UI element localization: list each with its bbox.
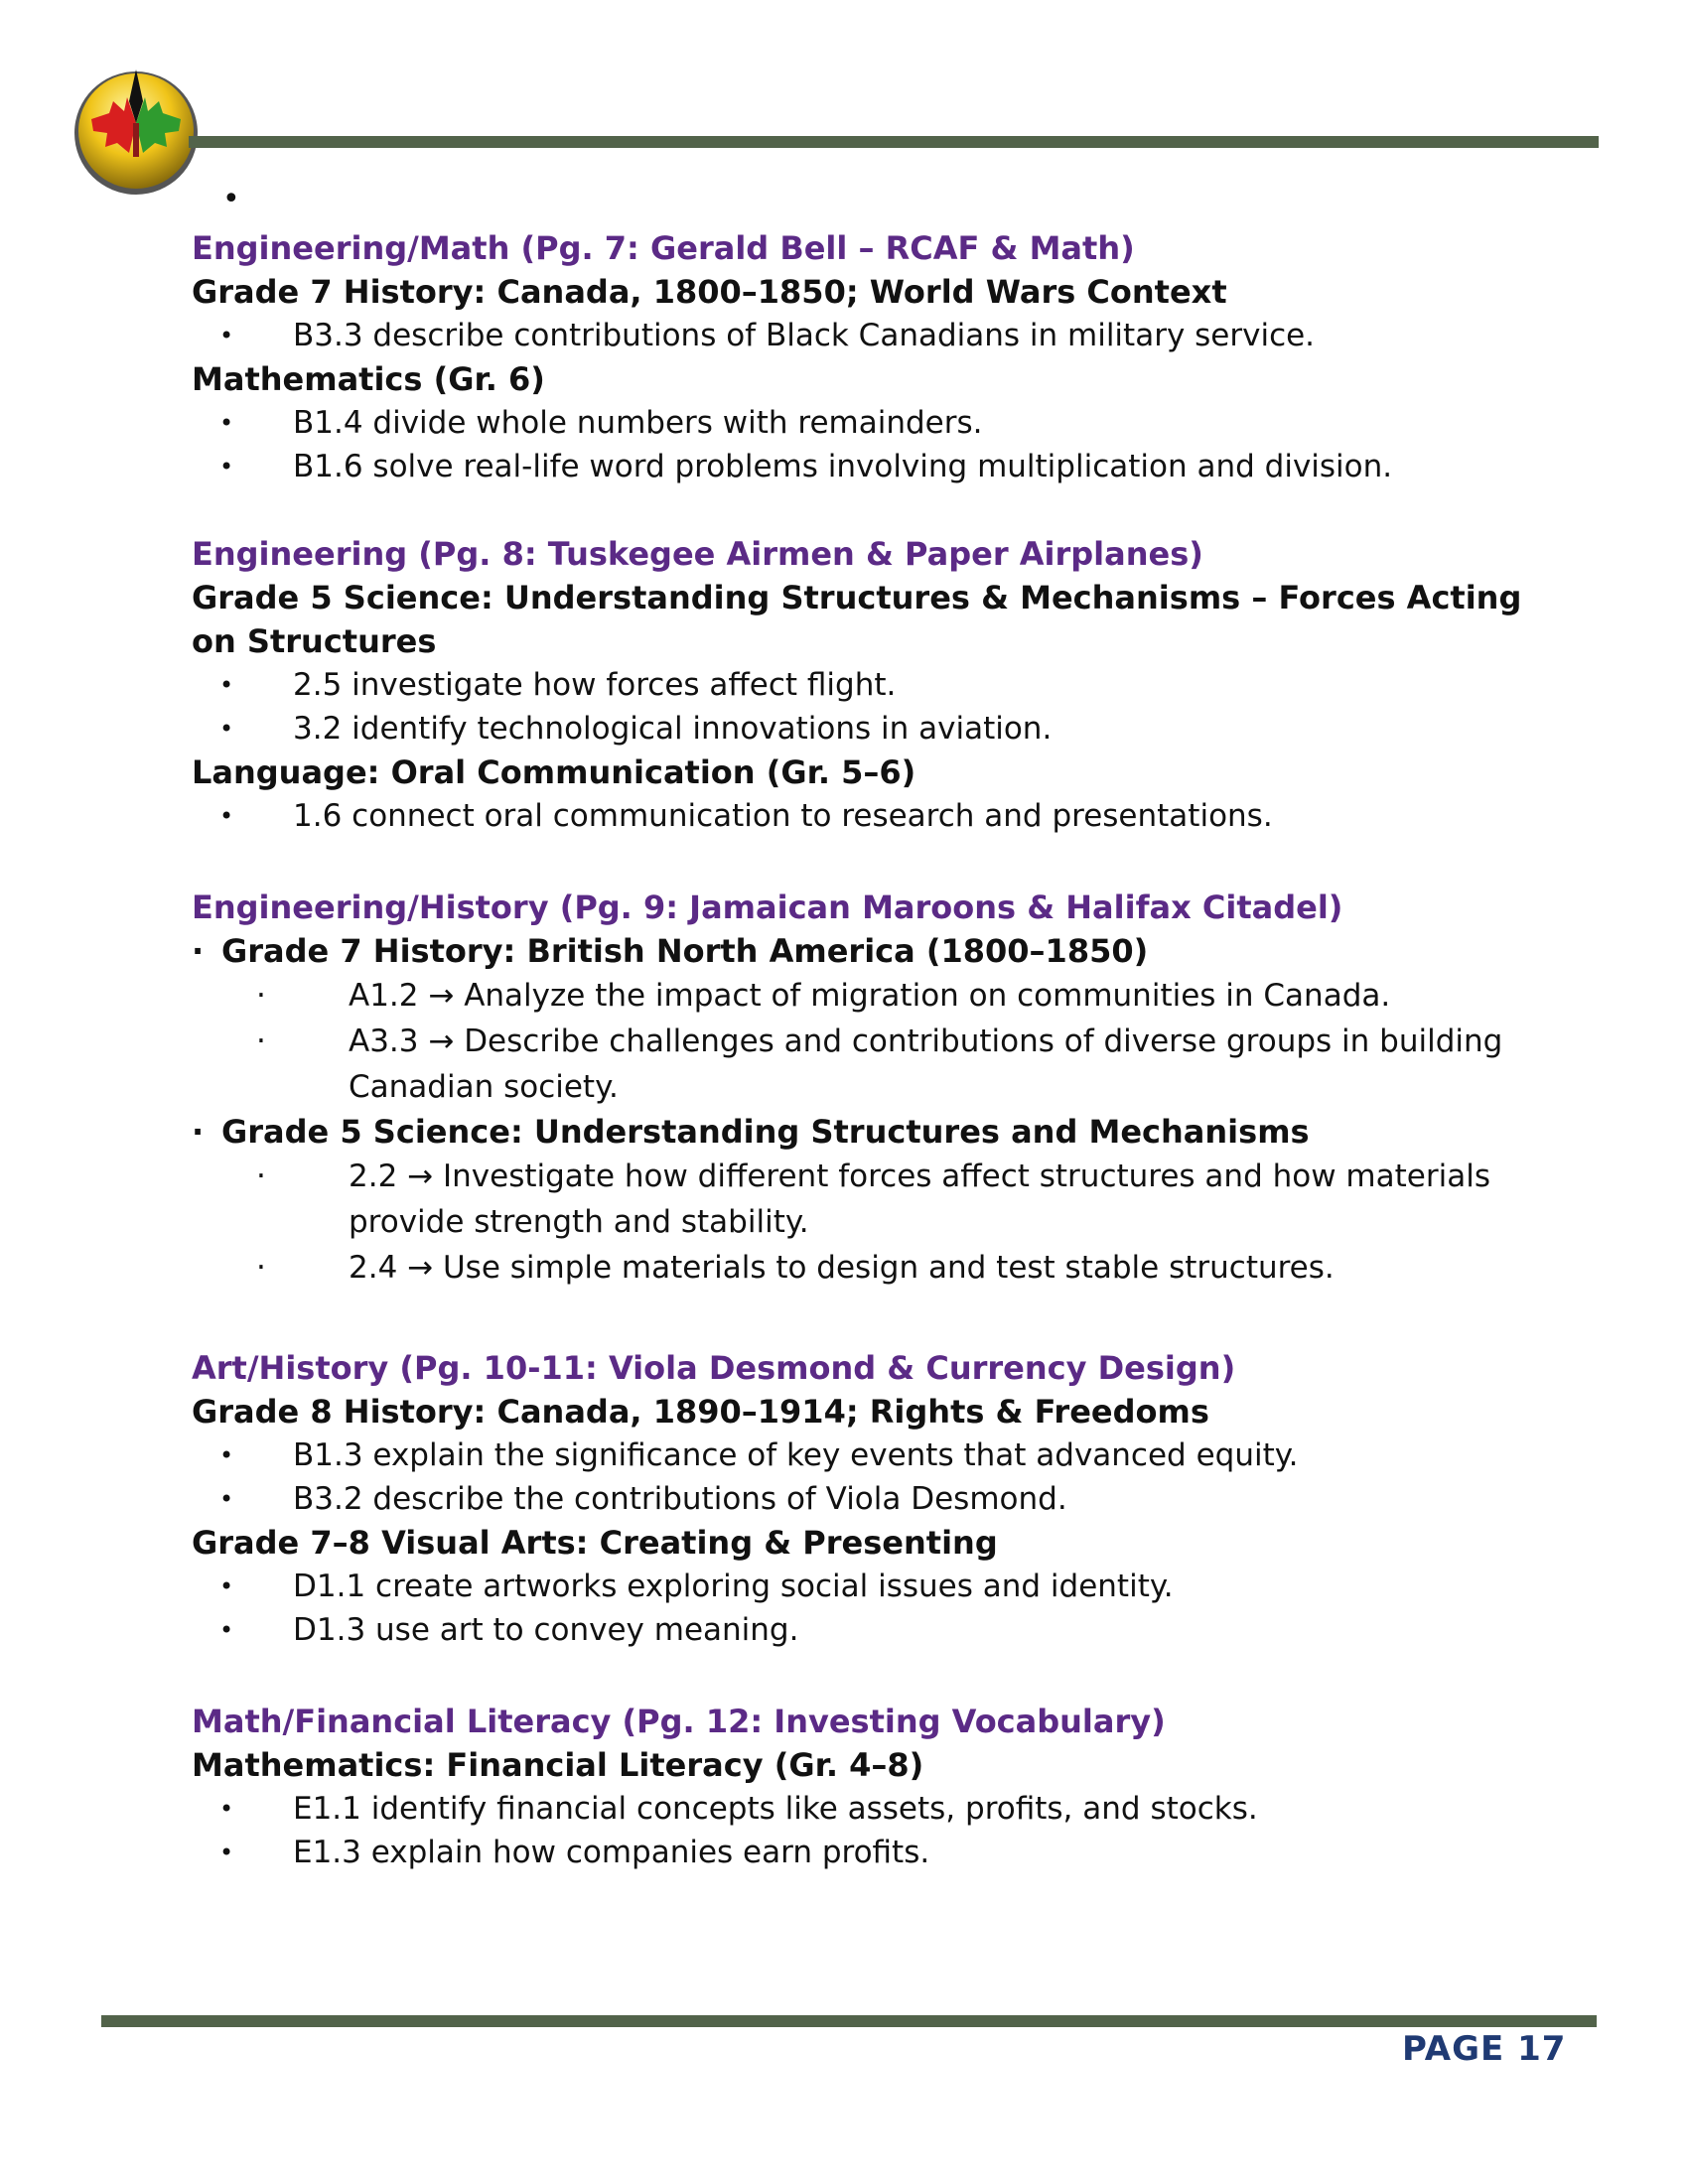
section-heading: Engineering (Pg. 8: Tuskegee Airmen & Paper Airplanes) [192,535,1203,573]
group-title: Grade 5 Science: Understanding Structures & Mechanisms – Forces Acting on Structures [192,579,1522,660]
list-item [192,1245,1572,1291]
list-item [192,1154,1572,1245]
group-title: Grade 7–8 Visual Arts: Creating & Presenting [192,1524,998,1562]
list-item: • E1.3 explain how companies earn profits. [192,1831,1572,1874]
group-title: Language: Oral Communication (Gr. 5–6) [192,753,916,791]
list-item: • D1.1 create artworks exploring social issues and identity. [192,1565,1572,1608]
group-title: Mathematics: Financial Literacy (Gr. 4–8) [192,1746,924,1784]
section-heading: Art/History (Pg. 10-11: Viola Desmond & Currency Design) [192,1349,1236,1387]
standards-content [192,226,1572,1874]
list-item-text: 2.4 → Use simple materials to design and test stable structures. [349,1250,1335,1286]
section-engineering-history [192,886,1572,1291]
section-heading: Math/Financial Literacy (Pg. 12: Investing Vocabulary) [192,1703,1166,1740]
list-item: • B3.3 describe contributions of Black Canadians in military service. [192,314,1572,357]
list-item: • B1.6 solve real-life word problems involving multiplication and division. [192,445,1572,488]
list-item: • 2.5 investigate how forces affect flight. [192,663,1572,707]
section-heading: Engineering/History (Pg. 9: Jamaican Maroons & Halifax Citadel) [192,888,1343,926]
list-item-text: A1.2 → Analyze the impact of migration on communities in Canada. [349,978,1391,1014]
list-item: • D1.3 use art to convey meaning. [192,1608,1572,1652]
list-item: • B1.3 explain the significance of key events that advanced equity. [192,1433,1572,1477]
list-item [192,1019,1572,1110]
section-art-history [192,1346,1572,1652]
group-title: · Grade 7 History: British North America (1800–1850) [192,929,1572,973]
list-item [192,973,1572,1019]
group-title: Grade 7 History: Canada, 1800–1850; World Wars Context [192,273,1227,311]
header-rule [189,136,1599,148]
group-title: Grade 8 History: Canada, 1890–1914; Rights & Freedoms [192,1393,1209,1431]
group-title: · Grade 5 Science: Understanding Structures and Mechanisms [192,1110,1572,1154]
page-number: PAGE 17 [1402,2029,1567,2069]
list-item: • 3.2 identify technological innovations in aviation. [192,707,1572,751]
list-item: • 1.6 connect oral communication to research and presentations. [192,794,1572,838]
list-item: • B3.2 describe the contributions of Viola Desmond. [192,1477,1572,1521]
list-item: • B1.4 divide whole numbers with remainders. [192,401,1572,445]
group-title: Mathematics (Gr. 6) [192,360,545,398]
section-engineering-math [192,226,1572,488]
section-math-financial-literacy [192,1700,1572,1874]
stray-bullet: • [222,182,240,216]
maple-leaf-logo-icon [70,62,203,203]
footer-rule [101,2015,1597,2027]
list-item-text: A3.3 → Describe challenges and contributions of diverse groups in building Canadian society. [349,1024,1503,1105]
section-heading: Engineering/Math (Pg. 7: Gerald Bell – RCAF & Math) [192,229,1135,267]
list-item: • E1.1 identify financial concepts like assets, profits, and stocks. [192,1787,1572,1831]
list-item-text: 2.2 → Investigate how different forces affect structures and how materials provide strength and stability. [349,1159,1490,1240]
section-engineering [192,532,1572,838]
